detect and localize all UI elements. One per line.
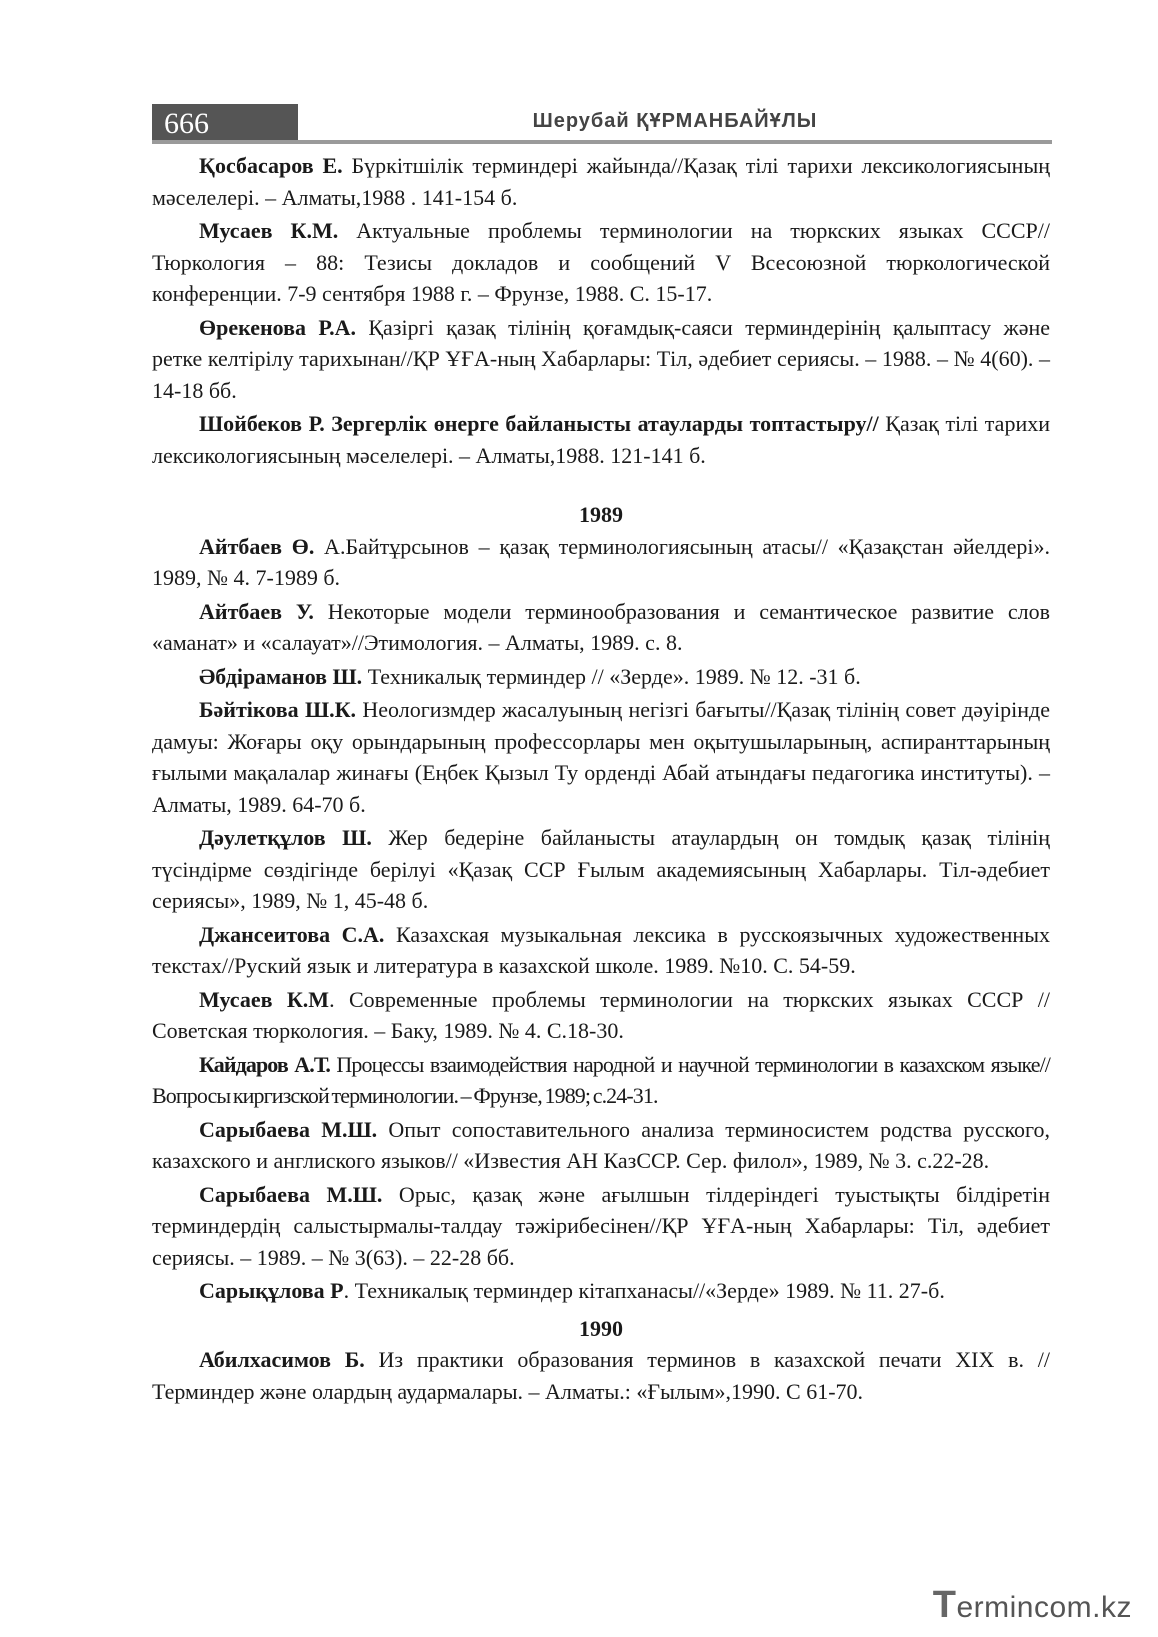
entry-author: Сарыбаева М.Ш. [199,1181,383,1207]
bib-entry [152,215,1050,310]
page-number: 666 [152,104,298,144]
year-heading-1990: 1990 [579,1315,623,1341]
entry-text: Процессы взаимодействия народной и научной терминологии в казахском языке//Вопросы киргизской терминологии. – Фрунзе, 1989; с.24-31. [152,1051,1050,1108]
entry-author: Сарықұлова Р [199,1278,344,1303]
entry-text: Опыт сопоставительного анализа терминосистем родства русского, казахского и англиского языков// «Известия АН КазССР. Сер. филол», 1989, № 3. с.22-28. [152,1116,1051,1173]
bib-entry [152,984,1050,1047]
page-header [152,104,1052,144]
entry-author: Бәйтікова Ш.К. [199,697,357,722]
entry-text: А.Байтұрсынов – қазақ терминологиясының атасы// «Қазақстан әйелдері». 1989, № 4. 7-1989 б. [152,533,1050,590]
bib-entry [152,919,1050,982]
watermark-text: ermincom.kz [956,1591,1132,1624]
bib-entry [152,822,1050,917]
year-heading-1989: 1989 [579,502,623,527]
entry-text: Казахская музыкальная лексика в русскоязычных художественных текстах//Руский язык и литература в казахской школе. 1989. №10. С. 54-59. [152,921,1050,978]
entry-text: Жер бедеріне байланысты атаулардың он томдық қазақ тілінің түсіндірме сөздігінде берілуі «Қазақ ССР Ғылым академиясының Хабарлары. Тіл-әдебиет сериясы», 1989, № 1, 45-48 б. [152,825,1050,913]
entry-text: . Техникалық терминдер кітапханасы//«Зерде» 1989. № 11. 27-б. [343,1278,945,1303]
entry-author: Шойбеков Р. Зергерлік өнерге байланысты атауларды топтастыру// [199,411,879,436]
bib-entry [152,1114,1050,1177]
entry-text: Из практики образования терминов в казахской печати XIX в. //Терминдер және олардың аудармалары. – Алматы.: «Ғылым»,1990. С 61-70. [152,1347,1050,1404]
entry-author: Өрекенова Р.А. [199,314,356,340]
entry-author: Қосбасаров Е. [199,153,343,178]
bib-entry [152,1179,1050,1274]
bib-entry [152,312,1050,407]
entry-author: Дәулетқұлов Ш. [199,825,372,850]
entry-author: Мусаев К.М [199,986,330,1012]
bib-entry [152,408,1050,471]
bib-entry [152,150,1050,213]
entry-author: Айтбаев У. [199,598,314,624]
entry-author: Мусаев К.М. [199,218,339,243]
entry-text: Неологизмдер жасалуының негізгі бағыты//Қазақ тілінің совет дәуірінде дамуы: Жоғары оқу орындарының профессорлары мен оқытушыларының, аспиранттарының ғылыми мақалалар жинағы (Еңбек Қызыл Ту орденді Абай атындағы педагогика институты). – Алматы, 1989. 64-70 б. [152,697,1051,817]
entry-author: Джансеитова С.А. [199,921,385,947]
entry-text: Орыс, қазақ және ағылшын тілдеріндегі туыстықты білдіретін терминдердің салыстырмалы-талдау тәжірибесінен//ҚР ҰҒА-ның Хабарлары: Тіл, әдебиет сериясы. – 1989. – № 3(63). – 22-28 бб. [152,1181,1050,1270]
bib-entry [152,1344,1050,1407]
entry-text: Бүркітшілік терминдері жайында//Қазақ тілі тарихи лексикологиясының мәселелері. – Алматы,1988 . 141-154 б. [152,153,1050,210]
entry-text: Некоторые модели терминообразования и семантическое развитие слов «аманат» и «салауат»//Этимология. – Алматы, 1989. с. 8. [152,598,1050,655]
entry-text: Актуальные проблемы терминологии на тюркских языках СССР// Тюркология – 88: Тезисы докладов и сообщений V Всесоюзной тюркологической конференции. 7-9 сентября 1988 г. – Фрунзе, 1988. С. 15-17. [152,218,1050,306]
bib-entry [152,1049,1050,1112]
bib-entry [152,694,1050,820]
entry-author: Әбдіраманов Ш. [199,663,363,689]
entry-text: Қазіргі қазақ тілінің қоғамдық-саяси терминдерінің қалыптасу және ретке келтірілу тарихынан//ҚР ҰҒА-ның Хабарлары: Тіл, әдебиет сериясы. – 1988. – № 4(60). – 14-18 бб. [152,314,1051,403]
entry-author: Абилхасимов Б. [199,1347,365,1372]
entry-author: Кайдаров А.Т. [199,1051,330,1077]
bibliography [152,150,1050,1409]
entry-author: Айтбаев Ө. [199,533,315,559]
bib-entry [152,1275,1050,1307]
entry-text: Техникалық терминдер // «Зерде». 1989. № 12. -31 б. [362,663,861,689]
site-watermark [933,1584,1132,1627]
header-rule [152,140,1052,144]
entry-author: Сарыбаева М.Ш. [199,1116,378,1142]
watermark-logo-letter: T [932,1584,957,1626]
entry-text: . Современные проблемы терминологии на тюркских языках СССР // Советская тюркология. – Баку, 1989. № 4. С.18-30. [152,986,1050,1043]
bib-entry [152,661,1050,693]
bib-entry [152,596,1050,659]
bib-entry [152,531,1050,594]
entry-text: Қазақ тілі тарихи лексикологиясының мәселелері. – Алматы,1988. 121-141 б. [152,411,1050,468]
running-head: Шерубай ҚҰРМАНБАЙҰЛЫ [532,110,818,132]
